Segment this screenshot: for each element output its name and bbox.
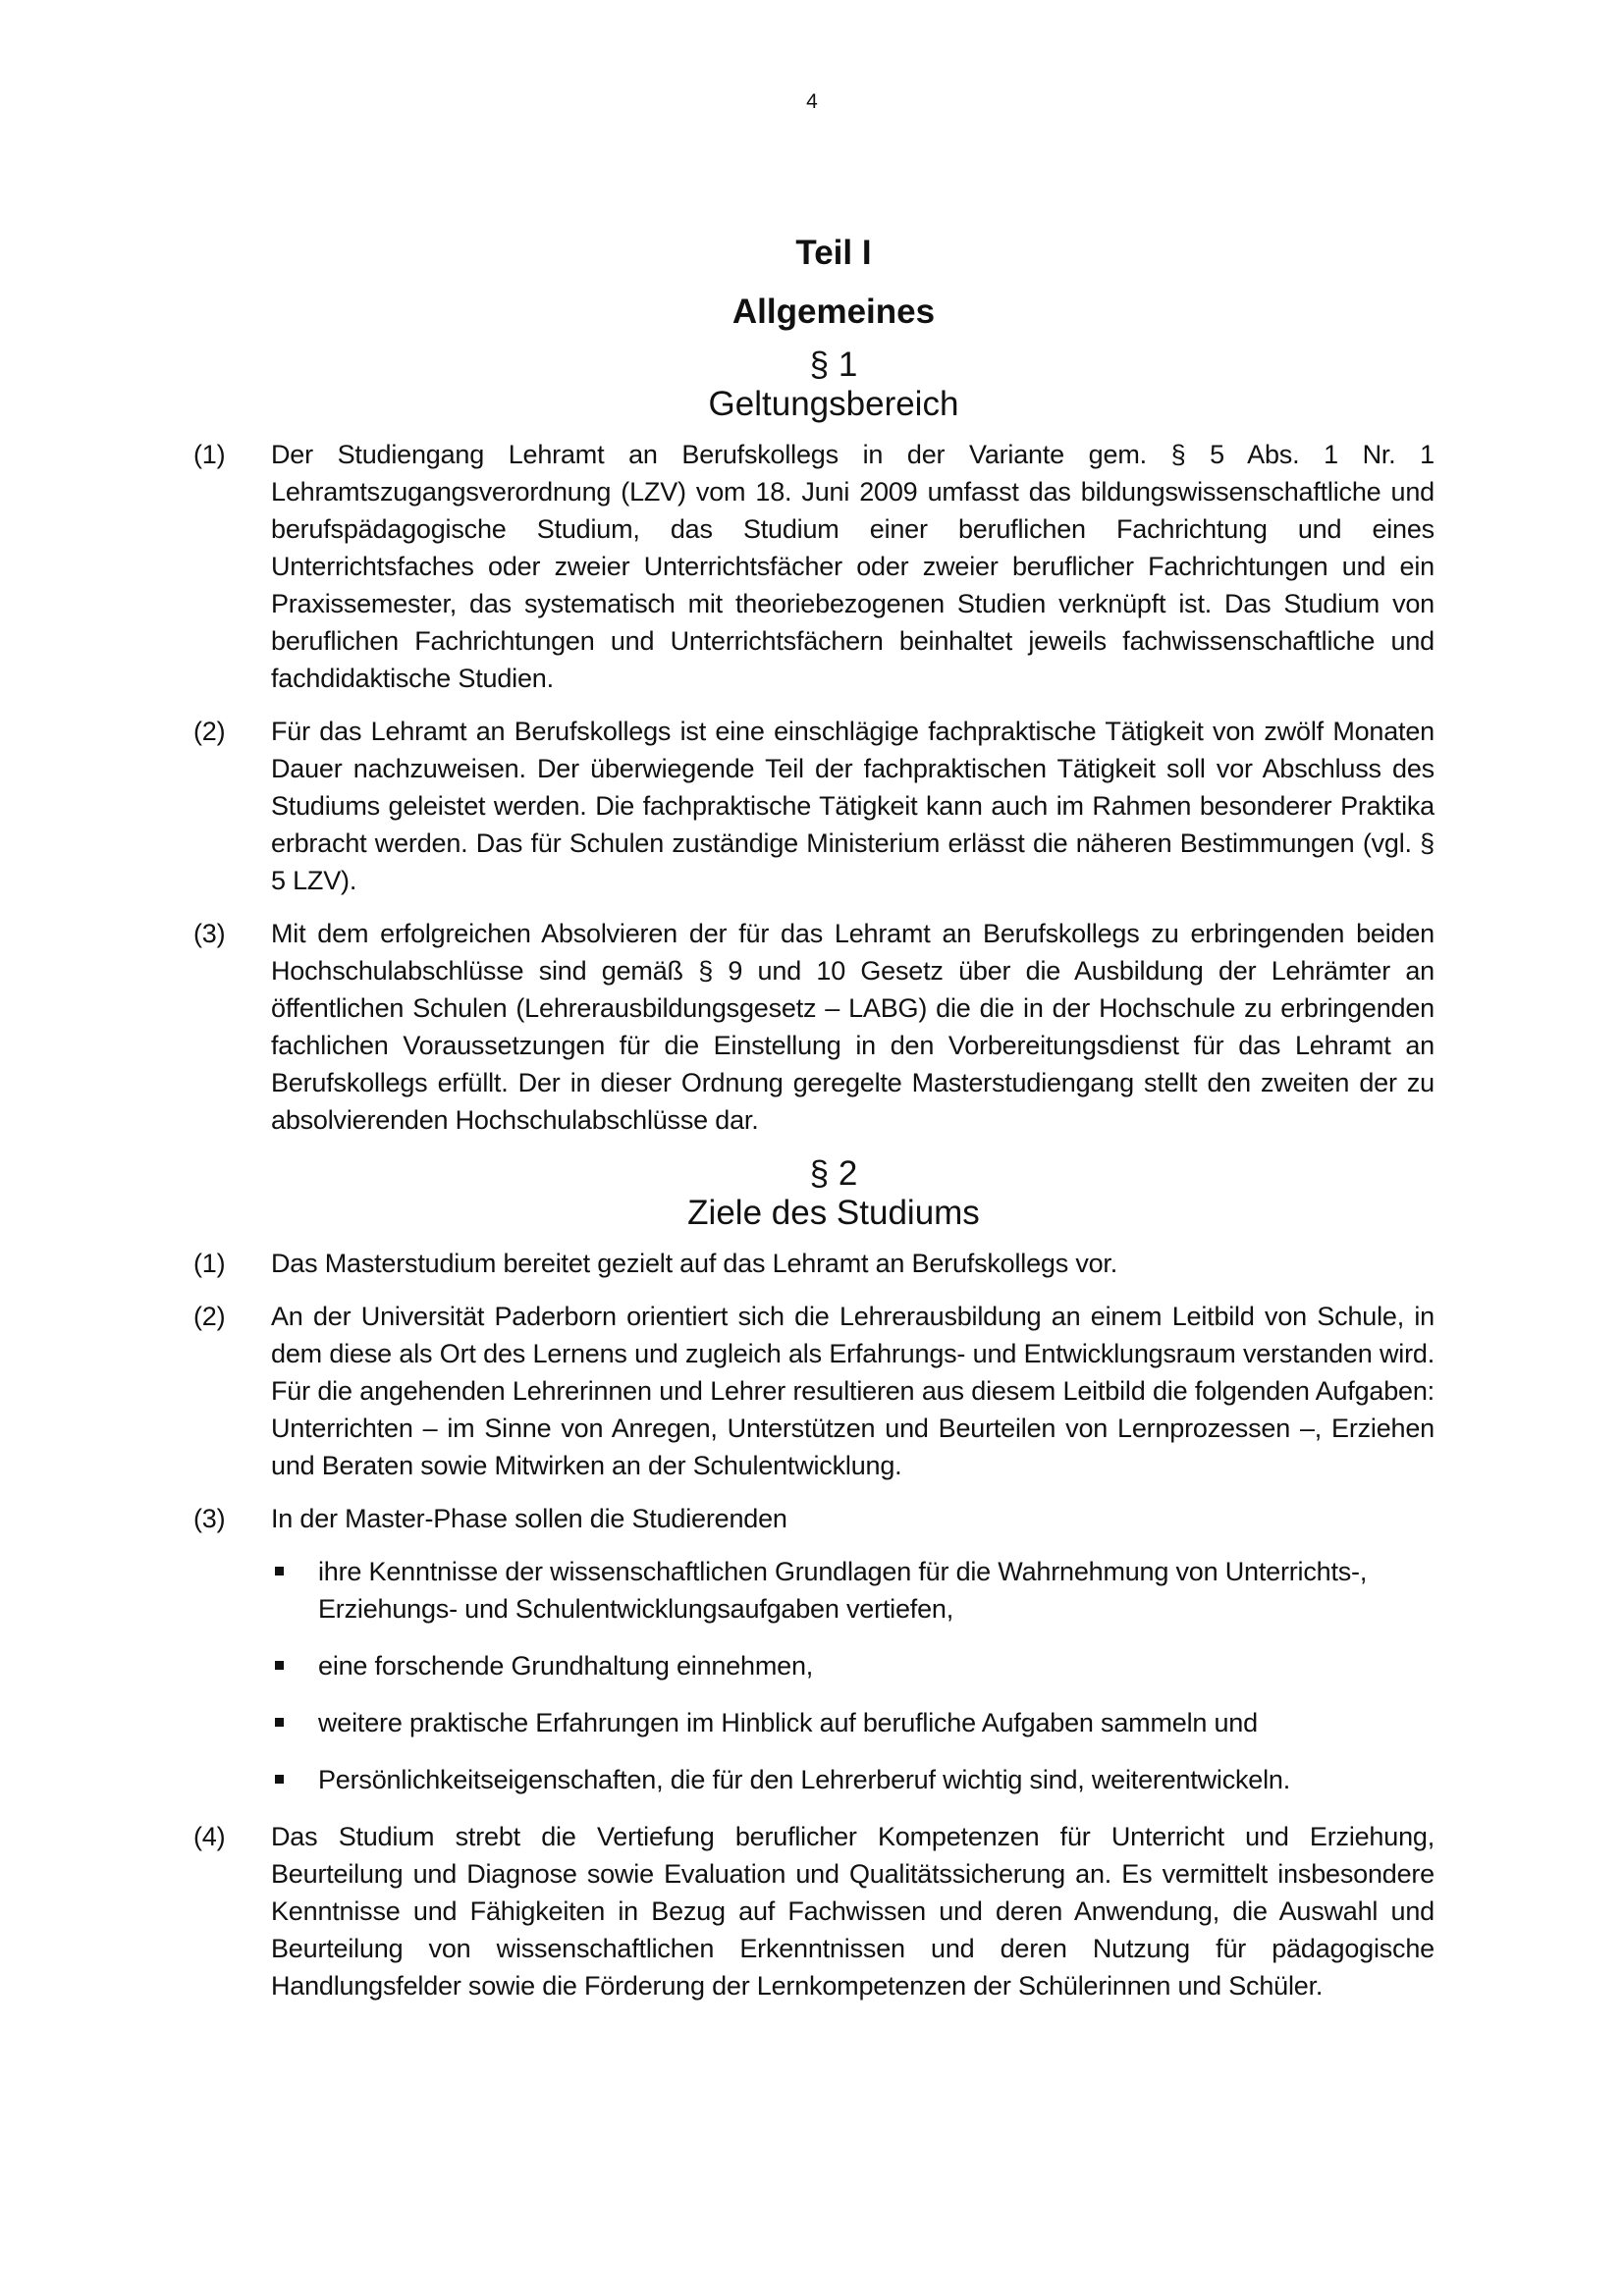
paragraph-number: (4)	[193, 1822, 226, 1851]
paragraph-number: (3)	[193, 1504, 226, 1533]
section-2-paragraph-1	[193, 1245, 1435, 1282]
list-item-text: ihre Kenntnisse der wissenschaftlichen Grundlagen für die Wahrnehmung von Unterrichts-, Erziehungs- und Schulentwicklungsaufgaben vertiefen,	[318, 1557, 1368, 1624]
list-item-text: weitere praktische Erfahrungen im Hinblick auf berufliche Aufgaben sammeln und	[318, 1708, 1258, 1737]
page-content	[193, 234, 1435, 2020]
list-item	[271, 1553, 1435, 1628]
paragraph-number: (1)	[193, 440, 226, 469]
paragraph-number: (1)	[193, 1249, 226, 1278]
section-2-paragraph-2	[193, 1298, 1435, 1484]
paragraph-text: Der Studiengang Lehramt an Berufskollegs in der Variante gem. § 5 Abs. 1 Nr. 1 Lehramtszugangsverordnung (LZV) vom 18. Juni 2009 umfasst das bildungswissenschaftliche und berufspädagogische Studium, das Studium einer beruflichen Fachrichtung und eines Unterrichtsfaches oder zweier Unterrichtsfächer oder zweier beruflicher Fachrichtungen und ein Praxissemester, das systematisch mit theoriebezogenen Studien verknüpft ist. Das Studium von beruflichen Fachrichtungen und Unterrichtsfächern beinhaltet jeweils fachwissenschaftliche und fachdidaktische Studien.	[271, 440, 1435, 693]
section-2-number: § 2	[809, 1154, 858, 1193]
square-bullet-icon	[275, 1661, 284, 1670]
paragraph-number: (2)	[193, 717, 226, 746]
paragraph-text: Mit dem erfolgreichen Absolvieren der für das Lehramt an Berufskollegs zu erbringenden beiden Hochschulabschlüsse sind gemäß § 9 und 10 Gesetz über die Ausbildung der Lehrämter an öffentlichen Schulen (Lehrerausbildungsgesetz – LABG) die die in der Hochschule zu erbringenden fachlichen Voraussetzungen für die Einstellung in den Vorbereitungsdienst für das Lehramt an Berufskollegs erfüllt. Der in dieser Ordnung geregelte Masterstudiengang stellt den zweiten der zu absolvierenden Hochschulabschlüsse dar.	[271, 919, 1435, 1135]
section-2-title: Ziele des Studiums	[687, 1194, 980, 1232]
list-item	[271, 1761, 1435, 1798]
part-title: Teil I	[795, 234, 872, 272]
square-bullet-icon	[275, 1567, 284, 1575]
goals-bullet-list	[193, 1553, 1435, 1798]
section-2-paragraph-3	[193, 1500, 1435, 1537]
list-item-text: eine forschende Grundhaltung einnehmen,	[318, 1651, 814, 1681]
paragraph-text: Das Masterstudium bereitet gezielt auf das Lehramt an Berufskollegs vor.	[271, 1249, 1118, 1278]
paragraph-text: Für das Lehramt an Berufskollegs ist eine einschlägige fachpraktische Tätigkeit von zwölf Monaten Dauer nachzuweisen. Der überwiegende Teil der fachpraktischen Tätigkeit soll vor Abschluss des Studiums geleistet werden. Die fachpraktische Tätigkeit kann auch im Rahmen besonderer Praktika erbracht werden. Das für Schulen zuständige Ministerium erlässt die näheren Bestimmungen (vgl. § 5 LZV).	[271, 717, 1435, 895]
page-number: 4	[806, 90, 818, 113]
paragraph-text: An der Universität Paderborn orientiert sich die Lehrerausbildung an einem Leitbild von Schule, in dem diese als Ort des Lernens und zugleich als Erfahrungs- und Entwicklungsraum verstanden wird. Für die angehenden Lehrerinnen und Lehrer resultieren aus diesem Leitbild die folgenden Aufgaben: Unterrichten – im Sinne von Anregen, Unterstützen und Beurteilen von Lernprozessen –, Erziehen und Beraten sowie Mitwirken an der Schulentwicklung.	[271, 1302, 1435, 1480]
part-subtitle: Allgemeines	[731, 293, 936, 331]
paragraph-number: (3)	[193, 919, 226, 948]
section-2-paragraph-4	[193, 1818, 1435, 2004]
section-1-number: § 1	[809, 346, 858, 384]
section-1-title: Geltungsbereich	[708, 385, 959, 423]
section-1-paragraph-2	[193, 713, 1435, 899]
paragraph-text: Das Studium strebt die Vertiefung beruflicher Kompetenzen für Unterricht und Erziehung, Beurteilung und Diagnose sowie Evaluation und Qualitätssicherung an. Es vermittelt insbesondere Kenntnisse und Fähigkeiten in Bezug auf Fachwissen und deren Anwendung, die Auswahl und Beurteilung von wissenschaftlichen Erkenntnissen und deren Nutzung für pädagogische Handlungsfelder sowie die Förderung der Lernkompetenzen der Schülerinnen und Schüler.	[271, 1822, 1435, 2001]
square-bullet-icon	[275, 1718, 284, 1727]
section-1-paragraph-3	[193, 915, 1435, 1139]
paragraph-text: In der Master-Phase sollen die Studierenden	[271, 1504, 787, 1533]
paragraph-number: (2)	[193, 1302, 226, 1331]
list-item	[271, 1647, 1435, 1684]
section-1-paragraph-1	[193, 436, 1435, 697]
list-item	[271, 1704, 1435, 1741]
list-item-text: Persönlichkeitseigenschaften, die für den Lehrerberuf wichtig sind, weiterentwickeln.	[318, 1765, 1291, 1794]
square-bullet-icon	[275, 1775, 284, 1784]
